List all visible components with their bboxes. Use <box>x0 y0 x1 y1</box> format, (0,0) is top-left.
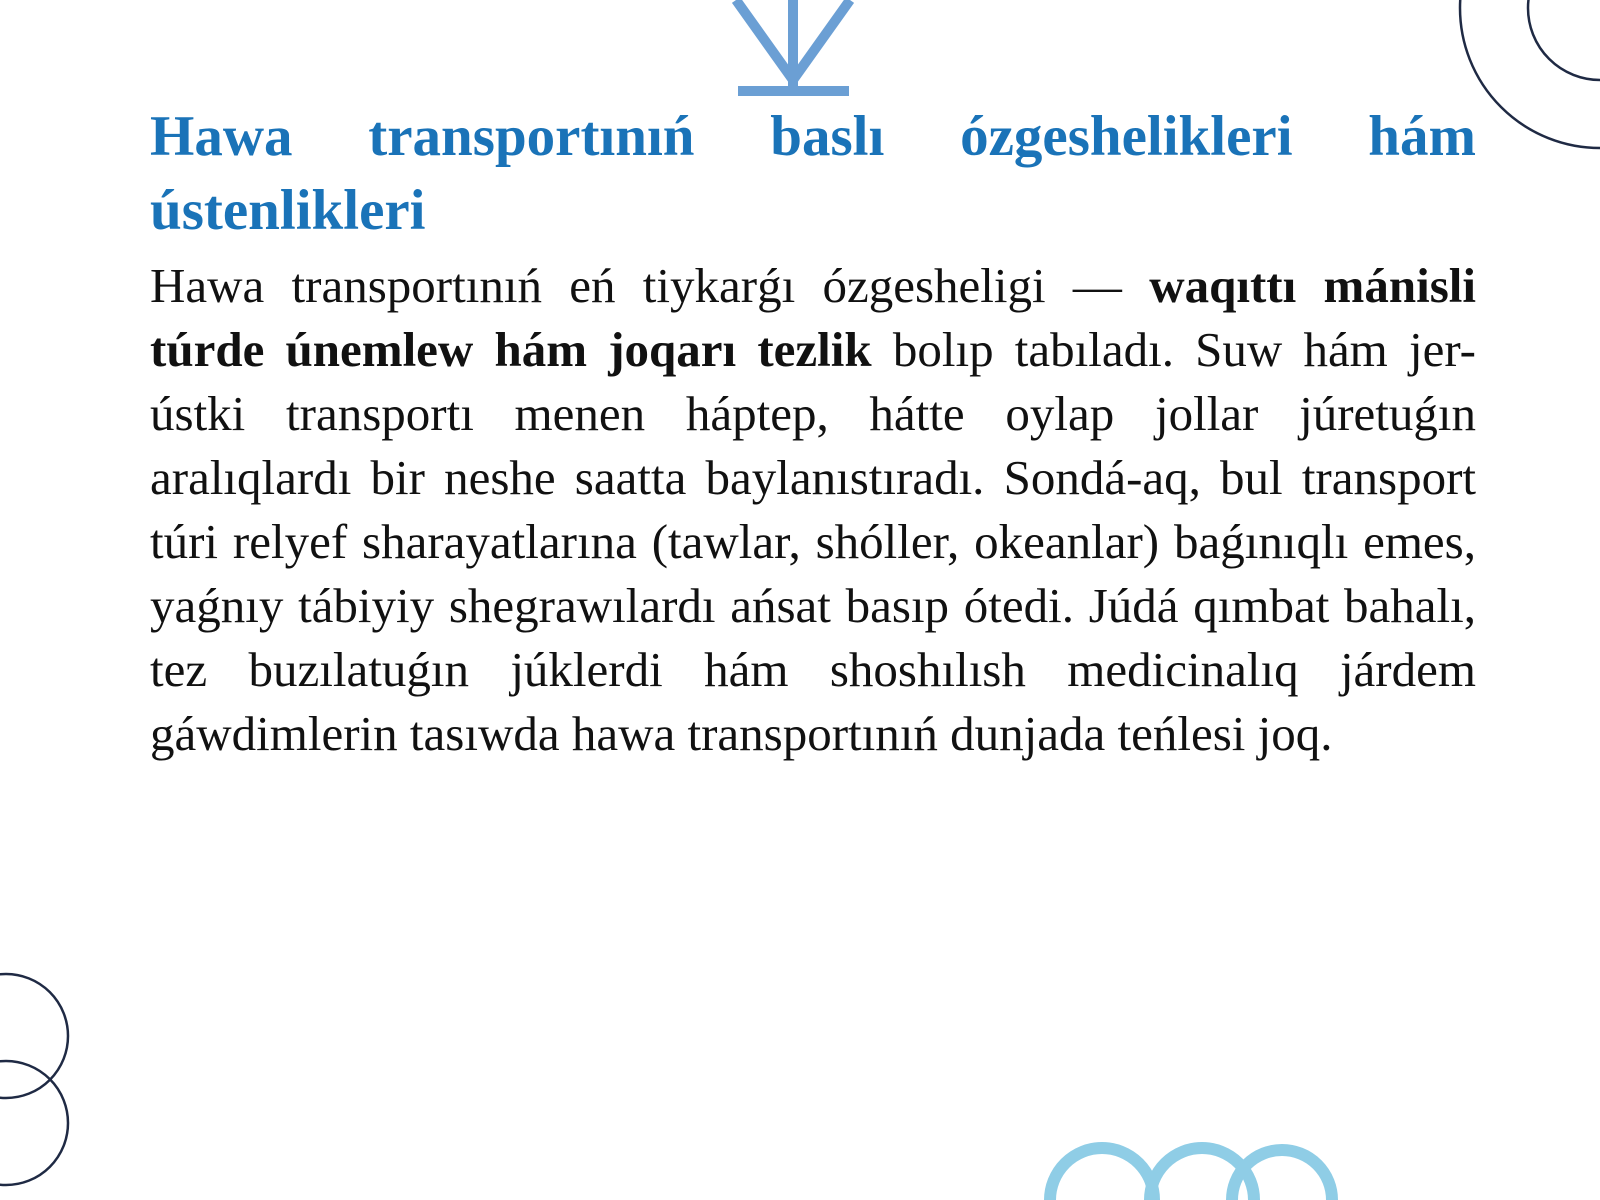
paragraph-rest: bolıp tabıladı. Suw hám jer-ústki transportı menen háptep, hátte oylap jollar júretuǵın aralıqlardı bir neshe saatta baylanıstıradı. Sondá-aq, bul transport túri relyef sharayatlarına (tawlar, shóller, okeanlar) baǵınıqlı emes, yaǵnıy tábiyiy shegrawılardı ańsat basıp ótedi. Júdá qımbat bahalı, tez buzılatuǵın júklerdi hám shoshılısh medicinalıq járdem gáwdimlerin tasıwda hawa transportınıń dunjada teńlesi joq. <box>150 322 1476 761</box>
overlapping-circles-decoration <box>0 974 68 1185</box>
concentric-circles-decoration <box>1460 0 1600 148</box>
slide-content <box>150 100 1476 766</box>
paragraph-intro: Hawa transportınıń eń tiykarǵı ózgesheligi — <box>150 258 1150 313</box>
body-paragraph <box>150 254 1476 766</box>
arrow-down-icon <box>736 0 850 91</box>
slide-title: Hawa transportınıń baslı ózgeshelikleri hám ústenlikleri <box>150 105 1476 242</box>
wave-arcs-decoration <box>1050 1148 1332 1200</box>
paragraph-emphasis: waqıttı mánisli túrde únemlew hám joqarı tezlik <box>150 258 1476 377</box>
